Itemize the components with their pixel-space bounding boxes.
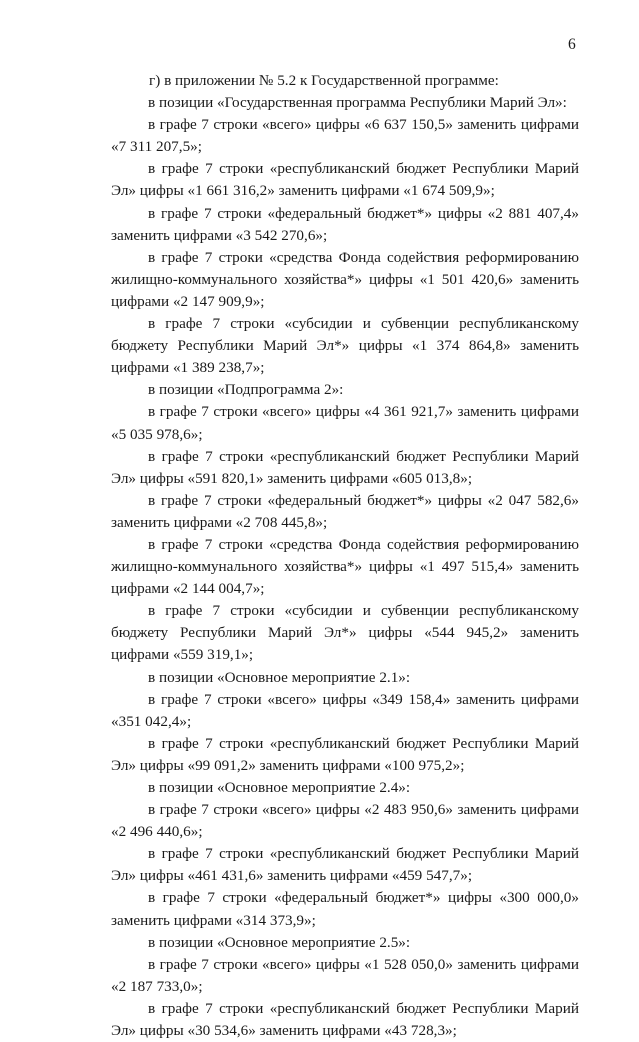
paragraph-position-subprogram-2: в позиции «Подпрограмма 2»: (148, 381, 344, 399)
paragraph: в графе 7 строки «средства Фонда содействия реформированию жилищно-коммунального хозяйства*» цифры «1 501 420,6» заменить цифрами «2 147 909,9»; (111, 248, 579, 310)
paragraph: в графе 7 строки «всего» цифры «349 158,4» заменить цифрами «351 042,4»; (111, 690, 579, 730)
paragraph: в графе 7 строки «республиканский бюджет Республики Марий Эл» цифры «461 431,6» заменить цифрами «459 547,7»; (111, 845, 579, 885)
paragraph-position-activity-2-1: в позиции «Основное мероприятие 2.1»: (148, 668, 411, 686)
paragraph: в графе 7 строки «республиканский бюджет Республики Марий Эл» цифры «1 661 316,2» заменить цифрами «1 674 509,9»; (111, 160, 579, 200)
paragraph: в графе 7 строки «федеральный бюджет*» цифры «300 000,0» заменить цифрами «314 373,9»; (111, 889, 579, 929)
paragraph: в графе 7 строки «средства Фонда содействия реформированию жилищно-коммунального хозяйства*» цифры «1 497 515,4» заменить цифрами «2 144 004,7»; (111, 535, 579, 598)
paragraph: в графе 7 строки «субсидии и субвенции республиканскому бюджету Республики Марий Эл*» цифры «544 945,2» заменить цифрами «559 319,1»; (111, 602, 579, 664)
paragraph-position-activity-2-5: в позиции «Основное мероприятие 2.5»: (148, 933, 411, 951)
paragraph-intro: г) в приложении № 5.2 к Государственной программе: (149, 72, 499, 89)
paragraph: в графе 7 строки «субсидии и субвенции республиканскому бюджету Республики Марий Эл*» цифры «1 374 864,8» заменить цифрами «1 389 238,7»; (111, 315, 579, 377)
document-body (111, 70, 579, 1042)
paragraph: в графе 7 строки «федеральный бюджет*» цифры «2 047 582,6» заменить цифрами «2 708 445,8»; (111, 491, 579, 531)
paragraph: в графе 7 строки «всего» цифры «2 483 950,6» заменить цифрами «2 496 440,6»; (111, 801, 579, 841)
paragraph: в графе 7 строки «республиканский бюджет Республики Марий Эл» цифры «591 820,1» заменить цифрами «605 013,8»; (111, 447, 579, 487)
paragraph: в графе 7 строки «всего» цифры «4 361 921,7» заменить цифрами «5 035 978,6»; (111, 403, 579, 443)
paragraph: в графе 7 строки «всего» цифры «1 528 050,0» заменить цифрами «2 187 733,0»; (111, 955, 579, 995)
paragraph-position-program: в позиции «Государственная программа Республики Марий Эл»: (148, 94, 567, 112)
paragraph: в графе 7 строки «республиканский бюджет Республики Марий Эл» цифры «30 534,6» заменить цифрами «43 728,3»; (111, 999, 579, 1040)
paragraph: в графе 7 строки «федеральный бюджет*» цифры «2 881 407,4» заменить цифрами «3 542 270,6»; (111, 204, 579, 244)
paragraph: в графе 7 строки «всего» цифры «6 637 150,5» заменить цифрами «7 311 207,5»; (111, 116, 579, 156)
paragraph-position-activity-2-4: в позиции «Основное мероприятие 2.4»: (148, 779, 411, 796)
page-number: 6 (568, 36, 576, 53)
paragraph: в графе 7 строки «республиканский бюджет Республики Марий Эл» цифры «99 091,2» заменить цифрами «100 975,2»; (111, 734, 579, 774)
